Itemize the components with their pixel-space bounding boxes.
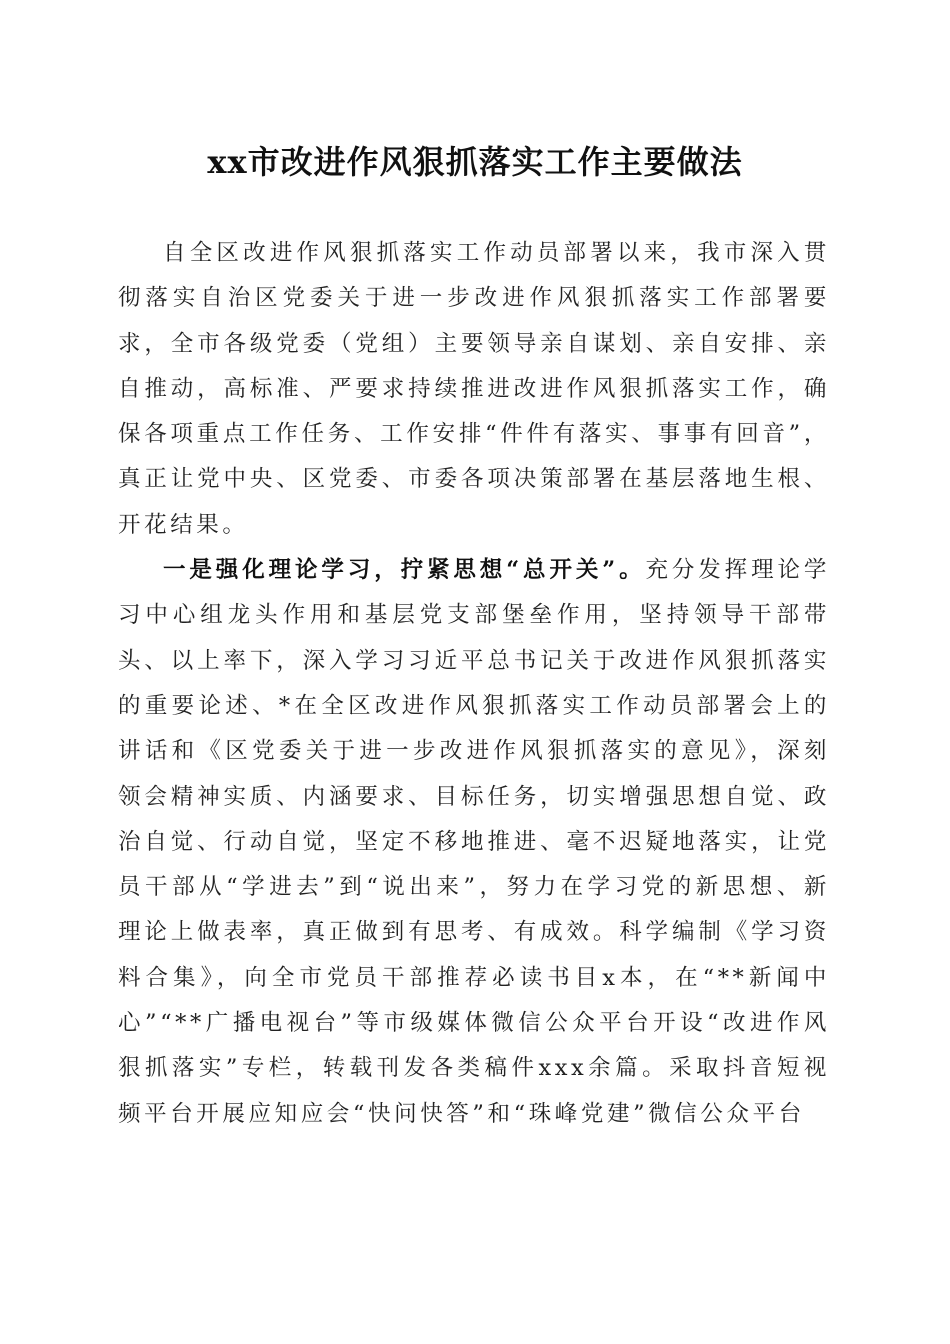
section-one-body: 充分发挥理论学习中心组龙头作用和基层党支部堡垒作用，坚持领导干部带头、以上率下，深入学习习近平总书记关于改进作风狠抓落实的重要论述、*在全区改进作风狠抓落实工作动员部署会上的讲话和《区党委关于进一步改进作风狠抓落实的意见》，深刻领会精神实质、内涵要求、目标任务，切实增强思想自觉、政治自觉、行动自觉，坚定不移地推进、毫不迟疑地落实，让党员干部从“学进去”到“说出来”，努力在学习党的新思想、新理论上做表率，真正做到有思考、有成效。科学编制《学习资料合集》，向全市党员干部推荐必读书目x本，在“**新闻中心”“**广播电视台”等市级媒体微信公众平台开设“改进作风狠抓落实”专栏，转载刊发各类稿件xxx余篇。采取抖音短视频平台开展应知应会“快问快答”和“珠峰党建”微信公众平台	[118, 557, 830, 1127]
intro-paragraph: 自全区改进作风狠抓落实工作动员部署以来，我市深入贯彻落实自治区党委关于进一步改进作风狠抓落实工作部署要求，全市各级党委（党组）主要领导亲自谋划、亲自安排、亲自推动，高标准、严要求持续推进改进作风狠抓落实工作，确保各项重点工作任务、工作安排“件件有落实、事事有回音”，真正让党中央、区党委、市委各项决策部署在基层落地生根、开花结果。	[118, 240, 830, 538]
section-one-paragraph	[118, 548, 830, 1137]
document-title: xx市改进作风狠抓落实工作主要做法	[207, 143, 743, 181]
section-one-heading: 一是强化理论学习，拧紧思想“总开关”。	[163, 557, 646, 584]
document-body	[118, 231, 830, 1137]
